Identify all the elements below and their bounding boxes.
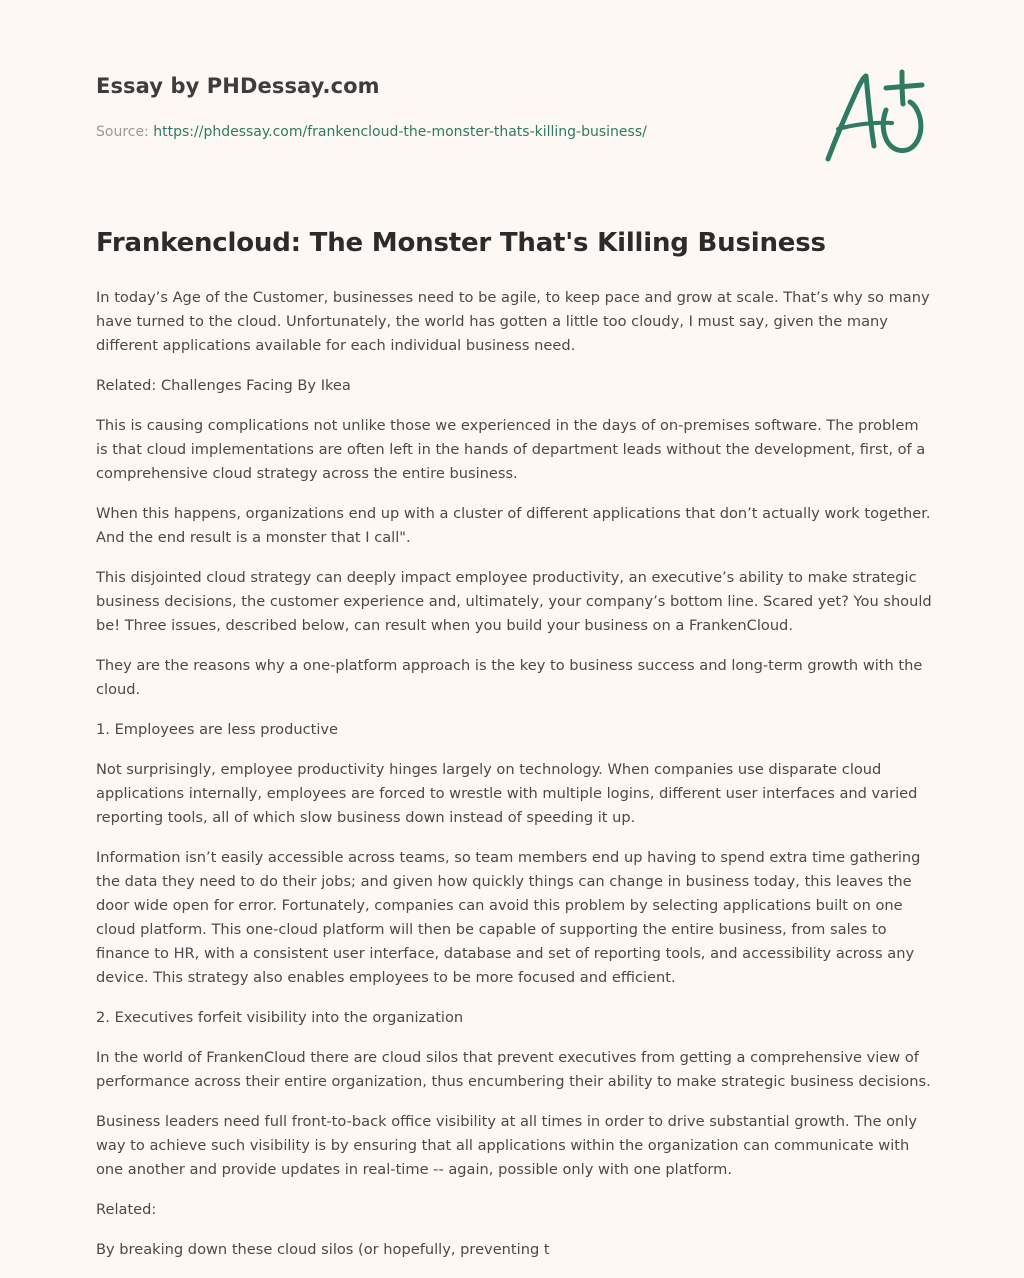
paragraph: Information isn’t easily accessible across teams, so team members end up having to spend extra time gathering the data they need to do their jobs; and given how quickly things can change in business today, this leaves the door wide open for error. Fortunately, companies can avoid this problem by selecting applications built on one cloud platform. This one-cloud platform will then be capable of supporting the entire business, from sales to finance to HR, with a consistent user interface, database and set of reporting tools, and accessibility across any device. This strategy also enables employees to be more focused and efficient. [96, 849, 921, 986]
source-line [96, 124, 647, 140]
related-link[interactable]: Related: Challenges Facing By Ikea [96, 377, 351, 394]
paragraph: When this happens, organizations end up with a cluster of different applications that don’t actually work together. And the end result is a monster that I call". [96, 505, 931, 546]
paragraph: Not surprisingly, employee productivity hinges largely on technology. When companies use disparate cloud applications internally, employees are forced to wrestle with multiple logins, different user interfaces and varied reporting tools, all of which slow business down instead of speeding it up. [96, 761, 918, 826]
source-label: Source: [96, 124, 154, 140]
paragraph: By breaking down these cloud silos (or hopefully, preventing t [96, 1241, 550, 1258]
a-plus-logo-icon [818, 66, 930, 166]
section-heading: 1. Employees are less productive [96, 721, 339, 738]
paragraph: In the world of FrankenCloud there are cloud silos that prevent executives from getting a comprehensive view of performance across their entire organization, thus encumbering their ability to make strategic business decisions. [96, 1049, 931, 1090]
section-heading: 2. Executives forfeit visibility into the organization [96, 1009, 464, 1026]
paragraph: This disjointed cloud strategy can deeply impact employee productivity, an executive’s ability to make strategic business decisions, the customer experience and, ultimately, your company’s bottom line. Scared yet? You should be! Three issues, described below, can result when you build your business on a FrankenCloud. [96, 569, 932, 634]
paragraph: This is causing complications not unlike those we experienced in the days of on-premises software. The problem is that cloud implementations are often left in the hands of department leads without the development, first, of a comprehensive cloud strategy across the entire business. [96, 417, 926, 482]
article-title: Frankencloud: The Monster That's Killing Business [96, 228, 826, 258]
paragraph: They are the reasons why a one-platform approach is the key to business success and long-term growth with the cloud. [96, 657, 923, 698]
source-link[interactable]: https://phdessay.com/frankencloud-the-monster-thats-killing-business/ [153, 124, 647, 140]
article-body [96, 286, 932, 1278]
site-brand: Essay by PHDessay.com [96, 74, 380, 98]
related-link[interactable]: Related: [96, 1201, 157, 1218]
paragraph: Business leaders need full front-to-back office visibility at all times in order to drive substantial growth. The only way to achieve such visibility is by ensuring that all applications within the organization can communicate with one another and provide updates in real-time -- again, possible only with one platform. [96, 1113, 917, 1178]
paragraph: In today’s Age of the Customer, businesses need to be agile, to keep pace and grow at scale. That’s why so many have turned to the cloud. Unfortunately, the world has gotten a little too cloudy, I must say, given the many different applications available for each individual business need. [96, 289, 930, 354]
